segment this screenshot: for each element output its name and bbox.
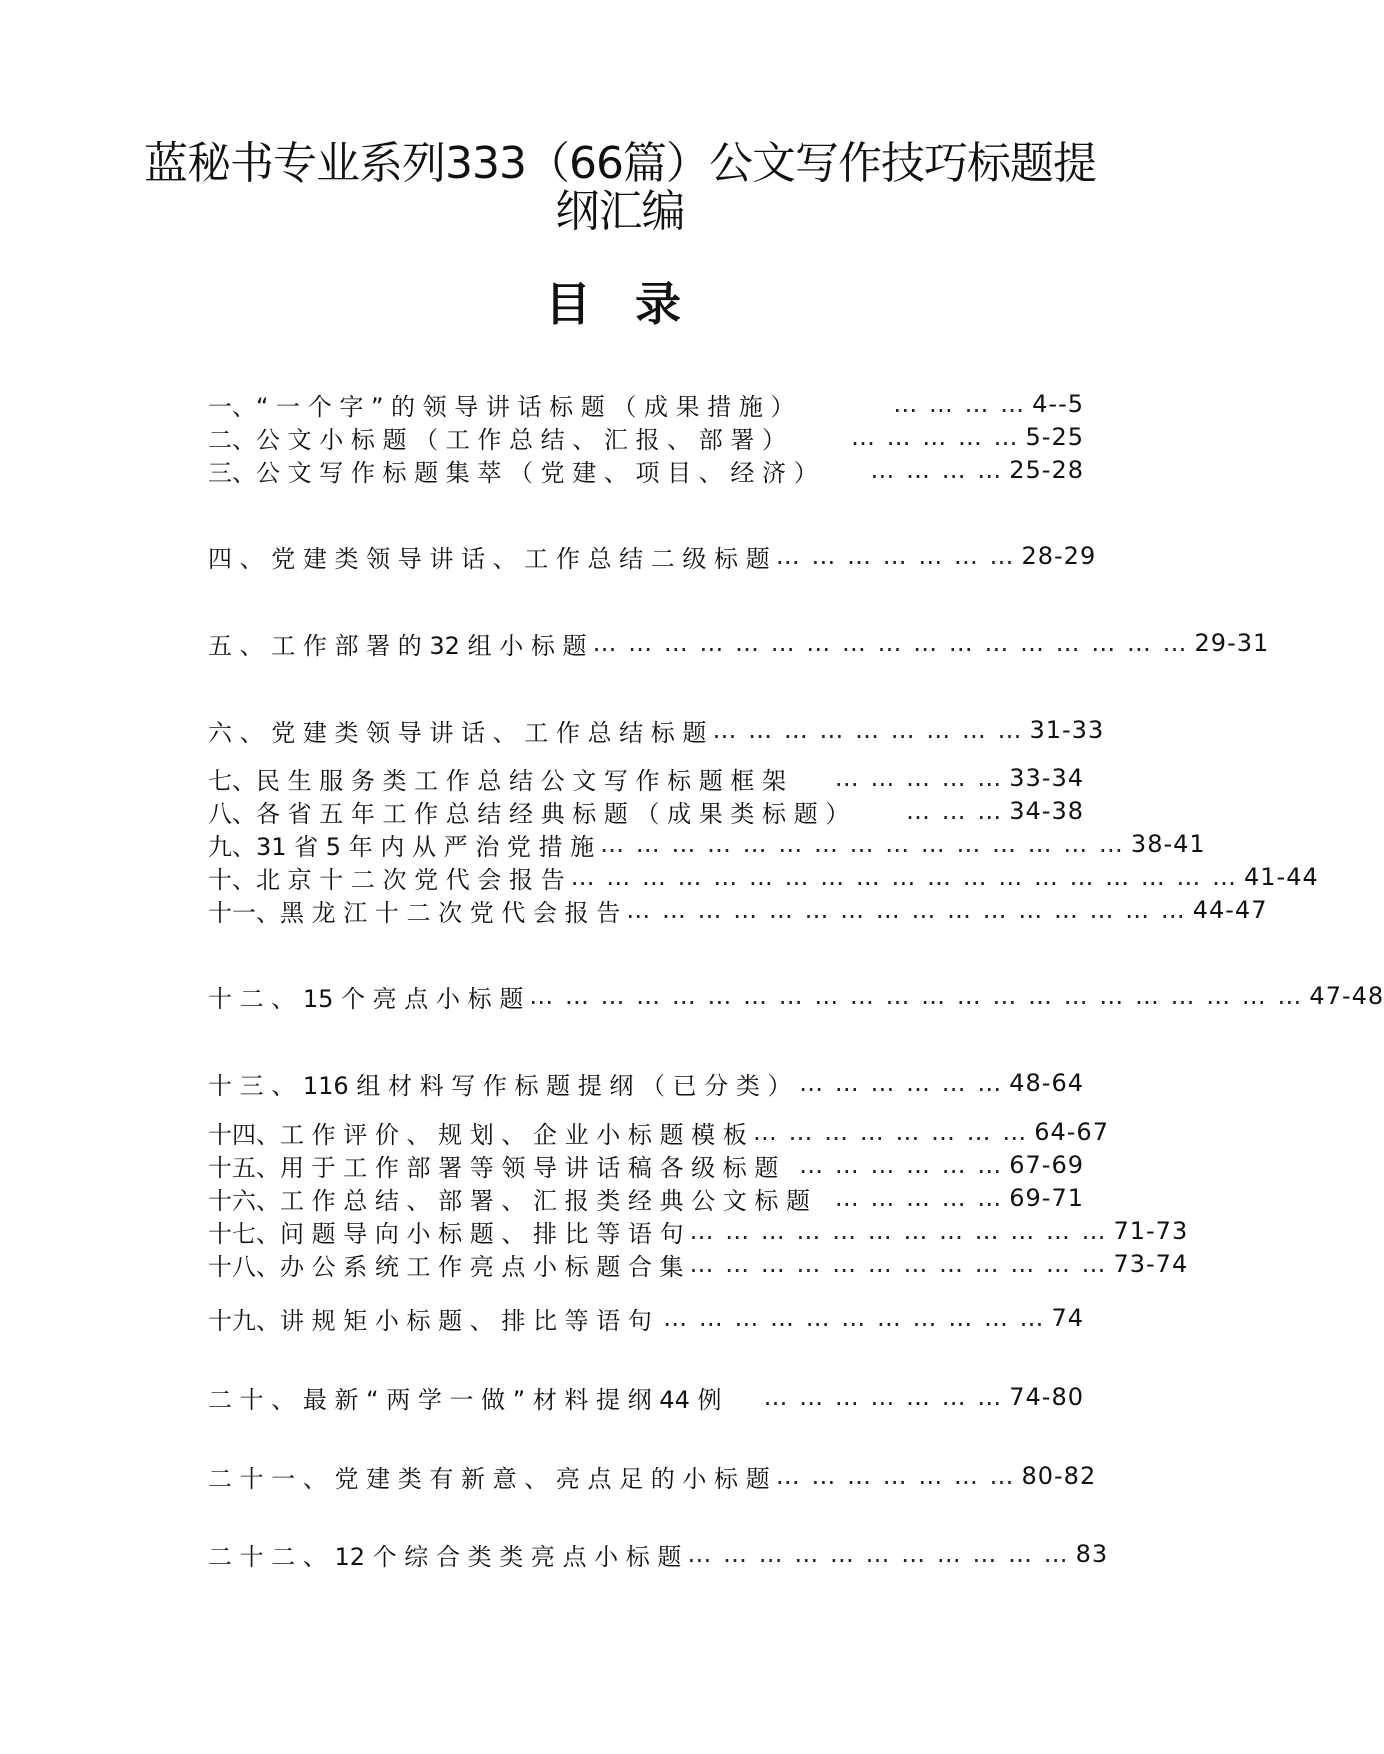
toc-leader: … … … … … — [834, 1184, 1004, 1212]
toc-entry-label: 十五、用 于 工 作 部 署 等 领 导 讲 话 稿 各 级 标 题 — [208, 1153, 779, 1182]
toc-entry-pages: 5-25 — [1025, 423, 1084, 451]
toc-entry-label: 三、公 文 写 作 标 题 集 萃 （ 党 建 、 项 目 、 经 济 ） — [208, 458, 818, 487]
toc-entry-label: 十 二 、 15 个 亮 点 小 标 题 — [208, 984, 524, 1013]
toc-entry-pages: 44-47 — [1192, 896, 1268, 924]
toc-leader: … … … … … … — [799, 1069, 1004, 1097]
toc-entry-pages: 69-71 — [1009, 1184, 1084, 1212]
toc-entry-label: 十七、问 题 导 向 小 标 题 、 排 比 等 语 句 — [208, 1219, 684, 1248]
toc-entry-label: 六 、 党 建 类 领 导 讲 话 、 工 作 总 结 标 题 — [208, 718, 707, 747]
toc-heading: 目 录 — [544, 277, 695, 331]
toc-leader: … … … … … … … … … … … … — [689, 1250, 1108, 1278]
toc-entry[interactable] — [208, 1116, 1109, 1149]
toc-leader: … … … … … … … — [775, 1462, 1016, 1490]
toc-leader: … … … … … — [851, 423, 1020, 451]
toc-entry-label: 十八、办 公 系 统 工 作 亮 点 小 标 题 合 集 — [208, 1252, 684, 1281]
toc-entry-pages: 73-74 — [1113, 1250, 1189, 1278]
toc-entry[interactable] — [208, 795, 1084, 827]
toc-entry-label: 四 、 党 建 类 领 导 讲 话 、 工 作 总 结 二 级 标 题 — [208, 544, 770, 573]
toc-leader: … … … … — [893, 390, 1027, 418]
toc-entry[interactable] — [208, 627, 1270, 660]
toc-leader: … … … … … … … … … … … — [687, 1540, 1070, 1568]
toc-entry-pages: 71-73 — [1113, 1217, 1189, 1245]
toc-entry-label: 八、各 省 五 年 工 作 总 结 经 典 标 题 （ 成 果 类 标 题 ） — [208, 799, 850, 828]
toc-entry[interactable] — [208, 1067, 1084, 1099]
toc-entry[interactable] — [208, 828, 1206, 861]
toc-leader: … … … … … … … … … … … … — [689, 1217, 1108, 1245]
toc-entry[interactable] — [208, 1302, 1084, 1334]
toc-leader: … … … — [905, 797, 1004, 825]
toc-entry-label: 十一、黑 龙 江 十 二 次 党 代 会 报 告 — [208, 898, 621, 927]
toc-entry[interactable] — [208, 861, 1319, 894]
toc-entry-label: 九、31 省 5 年 内 从 严 治 党 措 施 — [208, 832, 595, 861]
toc-entry[interactable] — [208, 1215, 1189, 1248]
toc-entry[interactable] — [208, 1538, 1109, 1571]
toc-entry-label: 二 十 、 最 新 “ 两 学 一 做 ” 材 料 提 纲 44 例 — [208, 1385, 722, 1414]
toc-entry[interactable] — [208, 1460, 1097, 1493]
toc-leader: … … … … … … … … … … … … … … … … — [626, 896, 1187, 924]
toc-entry-label: 二 十 一 、 党 建 类 有 新 意 、 亮 点 足 的 小 标 题 — [208, 1464, 770, 1493]
toc-entry-pages: 41-44 — [1244, 863, 1319, 891]
toc-leader: … … … … … … … … … — [712, 716, 1024, 744]
toc-entry[interactable] — [208, 540, 1097, 573]
toc-entry[interactable] — [208, 454, 1084, 486]
toc-entry-label: 十四、工 作 评 价 、 规 划 、 企 业 小 标 题 模 板 — [208, 1120, 747, 1149]
toc-entry-label: 十 三 、 116 组 材 料 写 作 标 题 提 纲 （ 已 分 类 ） — [208, 1071, 792, 1100]
toc-entry[interactable] — [208, 762, 1084, 794]
toc-entry-pages: 25-28 — [1009, 456, 1084, 484]
toc-entry[interactable] — [208, 388, 1084, 420]
toc-entry-pages: 67-69 — [1009, 1151, 1084, 1179]
toc-entry-label: 十九、讲 规 矩 小 标 题 、 排 比 等 语 句 — [208, 1306, 652, 1335]
toc-entry[interactable] — [208, 1149, 1084, 1181]
toc-entry[interactable] — [208, 1182, 1084, 1214]
toc-leader: … … … … … … … … … … … — [663, 1304, 1046, 1332]
toc-entry-label: 十六、工 作 总 结 、 部 署 、 汇 报 类 经 典 公 文 标 题 — [208, 1186, 811, 1215]
toc-leader: … … … … … … … … … … … … … … … … … … … — [570, 863, 1238, 891]
toc-entry[interactable] — [208, 421, 1084, 453]
toc-entry-label: 五 、 工 作 部 署 的 32 组 小 标 题 — [208, 631, 587, 660]
toc-leader: … … … … … … … — [775, 542, 1016, 570]
toc-entry-label: 十、北 京 十 二 次 党 代 会 报 告 — [208, 865, 565, 894]
toc-entry-pages: 80-82 — [1021, 1462, 1097, 1490]
toc-entry-pages: 74-80 — [1009, 1383, 1084, 1411]
table-of-contents — [208, 0, 1384, 1754]
toc-entry-pages: 29-31 — [1194, 629, 1270, 657]
toc-entry-pages: 33-34 — [1009, 764, 1084, 792]
toc-entry-pages: 74 — [1051, 1304, 1084, 1332]
toc-entry-pages: 48-64 — [1009, 1069, 1084, 1097]
toc-leader: … … … … … … … … — [752, 1118, 1029, 1146]
toc-entry-pages: 47-48 — [1309, 982, 1384, 1010]
toc-entry[interactable] — [208, 1381, 1084, 1413]
toc-entry-pages: 28-29 — [1021, 542, 1097, 570]
toc-leader: … … … … … … … … … … … … … … … … … — [592, 629, 1189, 657]
toc-leader: … … … … … … … … … … … … … … … — [600, 830, 1125, 858]
toc-leader: … … … … … … … … … … … … … … … … … … … … … … — [529, 982, 1304, 1010]
toc-entry-pages: 83 — [1075, 1540, 1109, 1568]
toc-entry[interactable] — [208, 894, 1268, 927]
toc-leader: … … … … — [870, 456, 1004, 484]
toc-entry-pages: 38-41 — [1130, 830, 1206, 858]
toc-entry[interactable] — [208, 1248, 1189, 1281]
toc-entry-label: 一、“ 一 个 字 ” 的 领 导 讲 话 标 题 （ 成 果 措 施 ） — [208, 392, 795, 421]
toc-leader: … … … … … — [834, 764, 1004, 792]
toc-entry-pages: 64-67 — [1034, 1118, 1109, 1146]
toc-entry-pages: 4--5 — [1032, 390, 1084, 418]
toc-entry-label: 七、民 生 服 务 类 工 作 总 结 公 文 写 作 标 题 框 架 — [208, 766, 787, 795]
toc-entry[interactable] — [208, 714, 1105, 747]
toc-entry-pages: 31-33 — [1029, 716, 1105, 744]
toc-leader: … … … … … … — [799, 1151, 1004, 1179]
toc-entry-pages: 34-38 — [1009, 797, 1084, 825]
toc-entry-label: 二 十 二 、 12 个 综 合 类 类 亮 点 小 标 题 — [208, 1542, 682, 1571]
toc-entry-label: 二、公 文 小 标 题 （ 工 作 总 结 、 汇 报 、 部 署 ） — [208, 425, 787, 454]
toc-leader: … … … … … … … — [763, 1383, 1004, 1411]
toc-entry[interactable] — [208, 980, 1384, 1013]
document-title: 蓝秘书专业系列333（66篇）公文写作技巧标题提纲汇编 — [144, 138, 1096, 237]
